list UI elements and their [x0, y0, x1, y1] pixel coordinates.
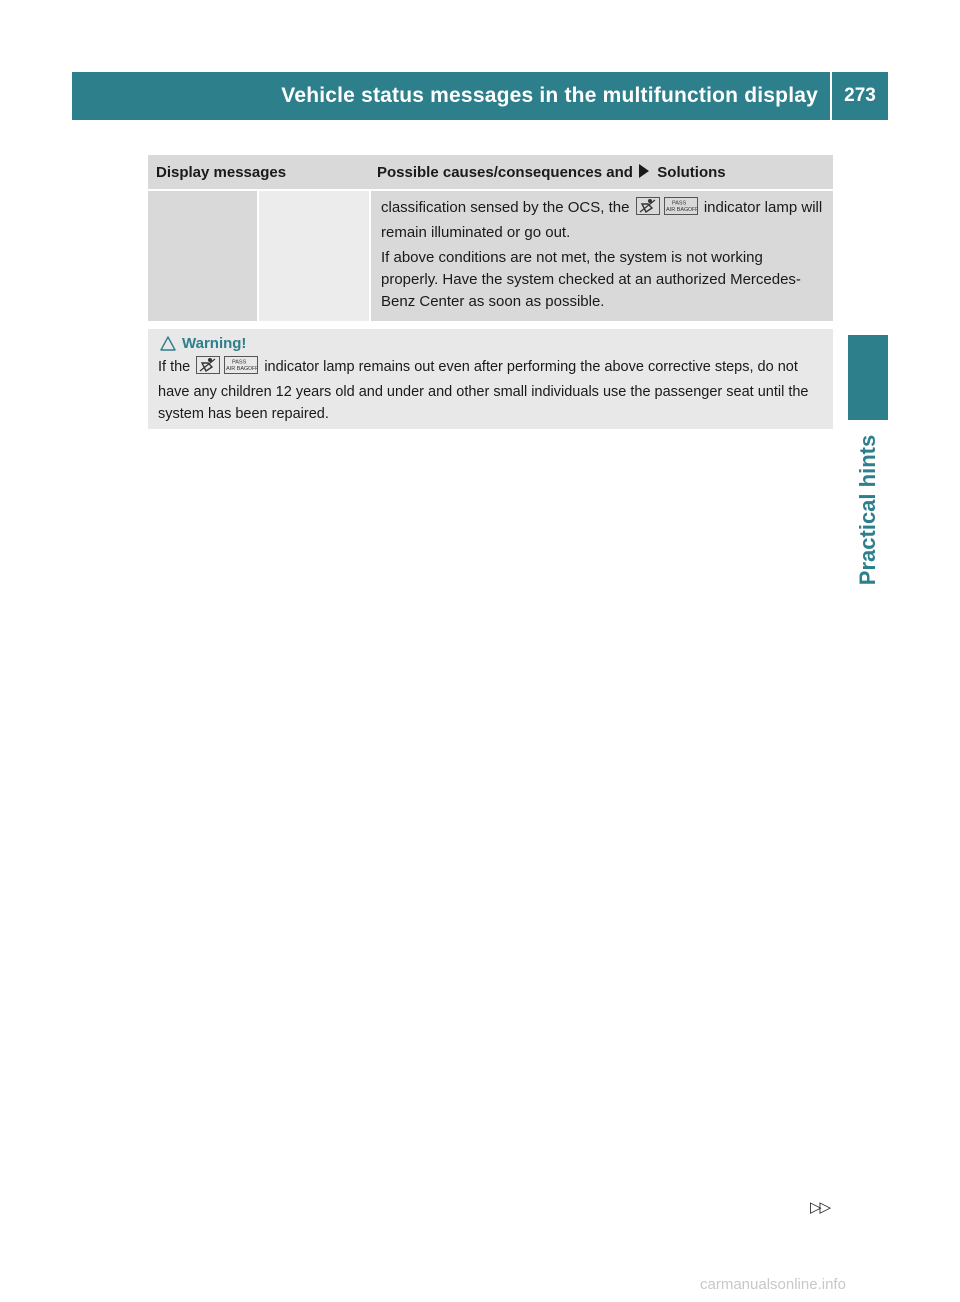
warning-box	[148, 329, 833, 429]
warning-text-part: indicator lamp remains out even after performing the above corrective steps, do not have any children 12 years old and under and other small individuals use the passenger seat until the system has been repaired.	[158, 359, 809, 422]
cause-paragraph-2: If above conditions are not met, the system is not working properly. Have the system checked at an authorized Mercedes-Benz Center as soon as possible.	[381, 249, 801, 310]
display-messages-table	[148, 155, 833, 321]
continue-next-page-icon: ▷▷	[810, 1199, 830, 1216]
page-title: Vehicle status messages in the multifunction display	[281, 84, 818, 107]
cause-text-part: classification sensed by the OCS, the	[381, 199, 630, 216]
solution-arrow-icon	[639, 164, 649, 178]
svg-text:OFF: OFF	[248, 366, 259, 372]
column-header-causes-text: Possible causes/consequences and	[377, 163, 633, 181]
warning-triangle-icon	[160, 336, 176, 351]
section-label-text: Practical hints	[855, 434, 881, 586]
table-row	[148, 191, 833, 321]
svg-text:PASS: PASS	[671, 200, 686, 207]
svg-text:AIR BAG: AIR BAG	[226, 366, 249, 372]
child-seat-icon	[636, 197, 660, 222]
column-header-solutions-text: Solutions	[657, 163, 726, 181]
section-label	[848, 430, 888, 590]
table-cell-causes	[371, 191, 833, 321]
column-header-causes	[369, 164, 833, 181]
child-seat-icon	[196, 356, 220, 381]
section-tab-marker	[848, 335, 888, 420]
column-header-display-messages: Display messages	[156, 163, 287, 181]
svg-text:AIR BAG: AIR BAG	[665, 207, 688, 213]
warning-title: Warning!	[182, 335, 247, 352]
passenger-airbag-off-icon	[224, 356, 258, 381]
warning-heading	[158, 335, 823, 352]
warning-text	[158, 356, 823, 425]
cause-paragraph-1	[381, 197, 823, 244]
page-number: 273	[844, 85, 876, 106]
cause-text-part: indicator lamp will remain illuminated or go out.	[381, 199, 823, 241]
table-cell-empty	[259, 191, 369, 321]
table-header-row	[148, 155, 833, 189]
table-cell-empty	[148, 191, 257, 321]
svg-text:PASS: PASS	[232, 359, 247, 366]
svg-text:OFF: OFF	[687, 207, 698, 213]
warning-text-part: If the	[158, 359, 191, 375]
passenger-airbag-off-icon	[664, 197, 698, 222]
footer-watermark: carmanualsonline.info	[700, 1276, 846, 1293]
page-header	[72, 72, 888, 120]
